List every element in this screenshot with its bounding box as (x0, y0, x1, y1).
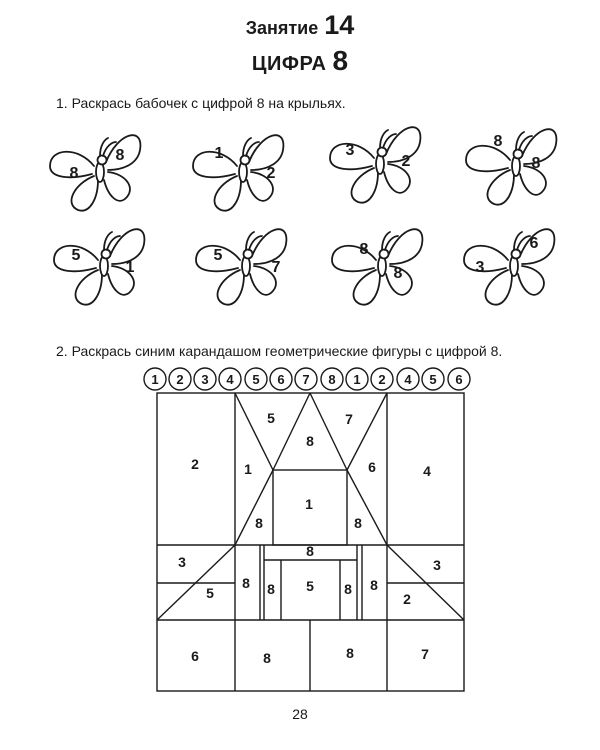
butterfly-right-number: 1 (125, 259, 135, 276)
legend-item (144, 368, 166, 390)
region-number: 8 (242, 575, 250, 591)
legend-number: 2 (176, 372, 184, 387)
butterfly-right-number: 8 (531, 155, 541, 172)
legend-item (397, 368, 419, 390)
butterfly (464, 229, 554, 304)
region-number: 8 (370, 577, 378, 593)
legend-number: 3 (201, 372, 209, 387)
butterfly-right-number: 2 (266, 165, 276, 182)
butterfly-left-number: 5 (213, 247, 223, 264)
butterfly-right-number: 8 (115, 147, 125, 164)
legend-number: 5 (429, 372, 437, 387)
region-number: 6 (368, 459, 376, 475)
butterfly (196, 229, 286, 304)
region-number: 3 (433, 557, 441, 573)
legend-number: 8 (328, 372, 336, 387)
butterfly-group (50, 127, 556, 304)
legend-item (270, 368, 292, 390)
butterfly-right-number: 2 (401, 153, 411, 170)
region-number: 8 (306, 433, 314, 449)
region-number: 8 (354, 515, 362, 531)
region-number: 6 (191, 648, 199, 664)
region-number: 1 (244, 461, 252, 477)
butterfly-right-number: 7 (271, 259, 281, 276)
region-number: 3 (178, 554, 186, 570)
legend-number: 4 (404, 372, 412, 387)
legend-number: 6 (455, 372, 463, 387)
butterfly-left-number: 3 (345, 142, 355, 159)
butterfly-left-number: 1 (214, 145, 224, 162)
butterfly (54, 229, 144, 304)
legend-item (321, 368, 343, 390)
legend-item (346, 368, 368, 390)
legend-number: 4 (226, 372, 234, 387)
butterfly-left-number: 3 (475, 259, 485, 276)
butterfly-left-number: 8 (493, 133, 503, 150)
region-number: 2 (403, 591, 411, 607)
region-number: 8 (263, 650, 271, 666)
butterfly-left-number: 8 (69, 165, 79, 182)
page-number: 28 (292, 706, 308, 722)
region-number: 8 (306, 543, 314, 559)
region-number: 7 (421, 646, 429, 662)
lesson-number: 14 (324, 10, 355, 40)
legend-number: 1 (353, 372, 361, 387)
legend-item (219, 368, 241, 390)
butterfly-right-number: 6 (529, 235, 539, 252)
region-number: 8 (255, 515, 263, 531)
butterfly-left-number: 5 (71, 247, 81, 264)
region-number: 5 (306, 578, 314, 594)
butterfly-right-number: 8 (393, 265, 403, 282)
region-number: 5 (267, 410, 275, 426)
region-number: 5 (206, 585, 214, 601)
legend-item (194, 368, 216, 390)
region-number: 8 (267, 581, 275, 597)
region-number: 8 (346, 645, 354, 661)
legend-item (169, 368, 191, 390)
legend-item (371, 368, 393, 390)
lesson-label: Занятие (245, 18, 319, 38)
butterfly (330, 127, 420, 202)
task-1-instruction: 1. Раскрась бабочек с цифрой 8 на крыльях. (56, 95, 346, 111)
legend-item (448, 368, 470, 390)
legend-number: 6 (277, 372, 285, 387)
legend-item (295, 368, 317, 390)
region-number: 1 (305, 496, 313, 512)
topic-digit: 8 (332, 45, 349, 76)
topic-label: ЦИФРА (251, 53, 327, 75)
region-number: 7 (345, 411, 353, 427)
legend-item (422, 368, 444, 390)
legend-item (245, 368, 267, 390)
butterfly (193, 135, 283, 210)
color-legend (144, 368, 470, 390)
region-number: 4 (423, 463, 431, 479)
legend-number: 7 (302, 372, 310, 387)
butterfly (50, 135, 140, 210)
legend-number: 5 (252, 372, 260, 387)
butterfly-left-number: 8 (359, 241, 369, 258)
butterfly (466, 129, 556, 204)
region-number: 8 (344, 581, 352, 597)
region-number: 2 (191, 456, 199, 472)
task-2-instruction: 2. Раскрась синим карандашом геометрические фигуры с цифрой 8. (56, 343, 503, 359)
butterfly (332, 229, 422, 304)
legend-number: 2 (378, 372, 386, 387)
legend-number: 1 (151, 372, 159, 387)
